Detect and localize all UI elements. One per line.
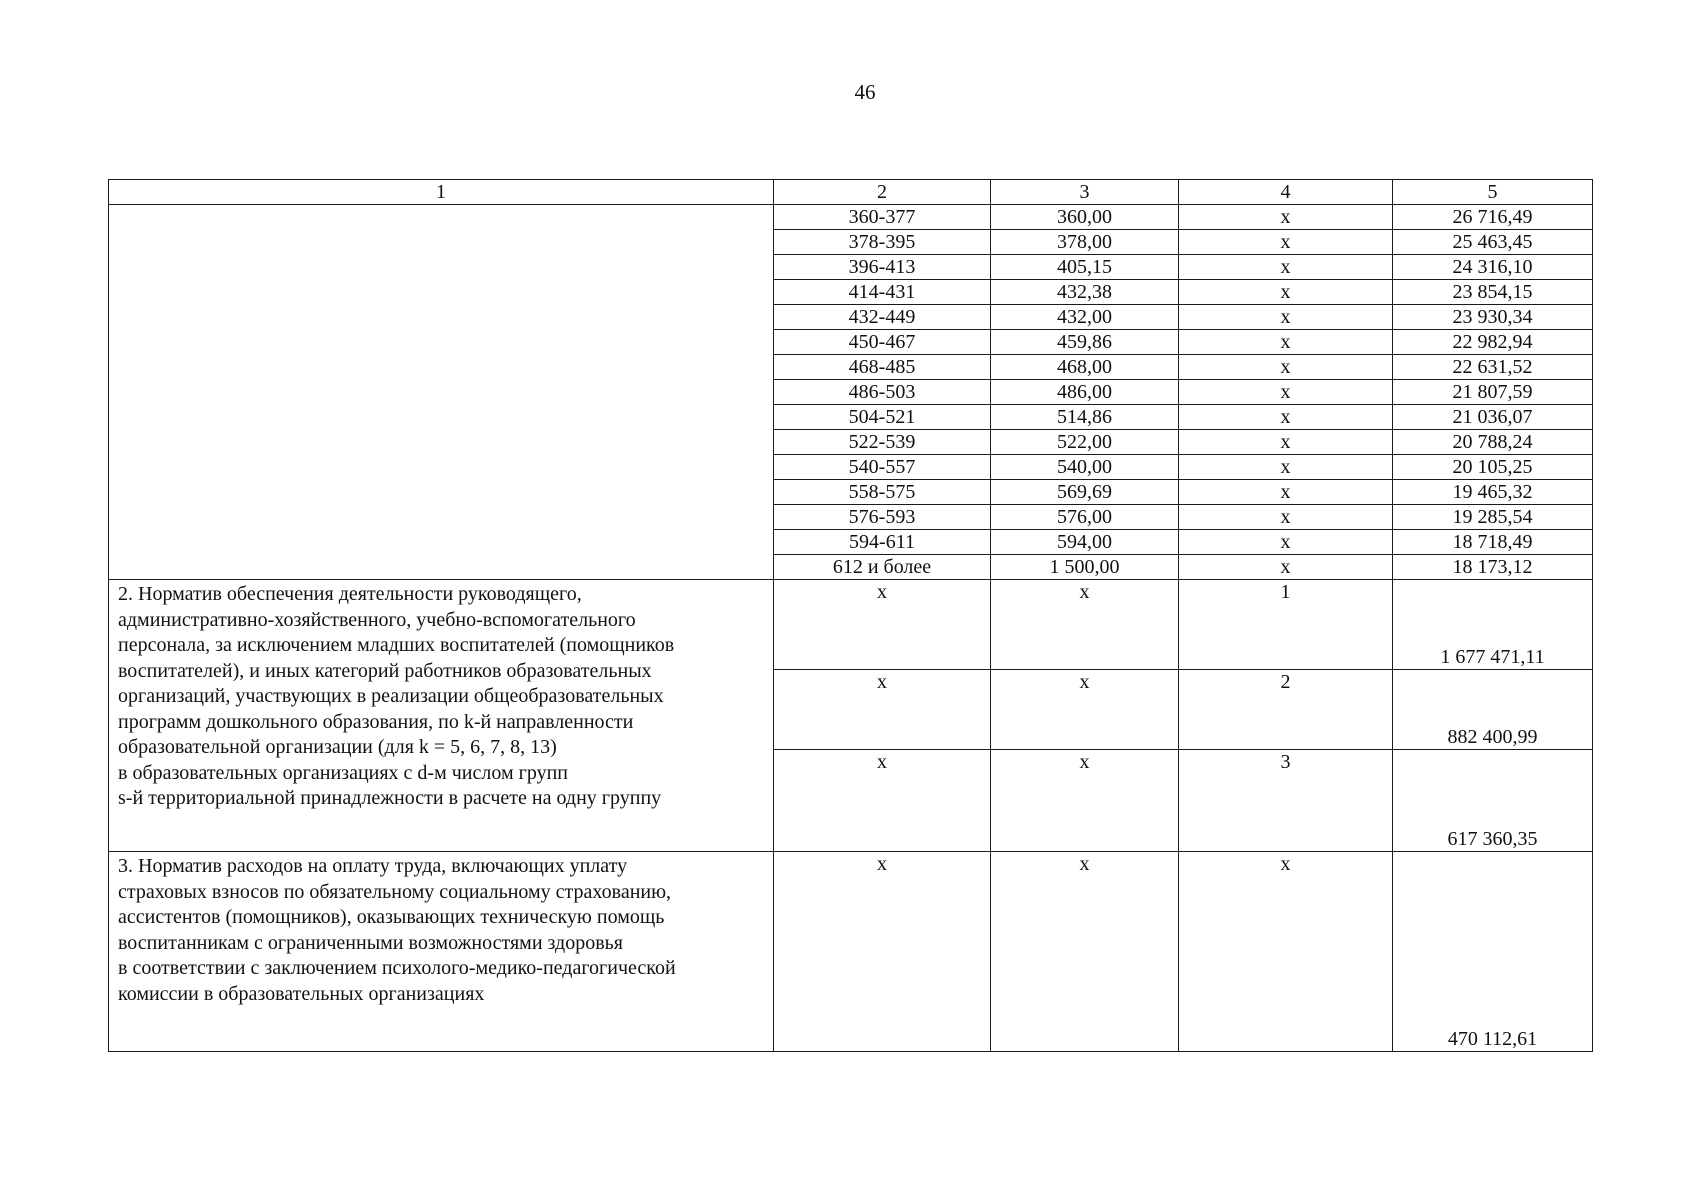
- description-line: персонала, за исключением младших воспитателей (помощников: [118, 634, 675, 656]
- norms-table: [108, 179, 1593, 1052]
- cell-norm: 23 854,15: [1393, 280, 1593, 305]
- cell-group-count: 1: [1179, 580, 1393, 670]
- description-line: программ дошкольного образования, по k-й направленности: [118, 710, 634, 733]
- cell-norm: 19 465,32: [1393, 480, 1593, 505]
- description-line: в образовательных организациях с d-м числом групп: [118, 761, 568, 784]
- cell-norm: 20 105,25: [1393, 455, 1593, 480]
- cell-range: 360-377: [774, 205, 991, 230]
- description-line: s-й территориальной принадлежности в расчете на одну группу: [118, 787, 662, 809]
- cell-norm: 24 316,10: [1393, 255, 1593, 280]
- cell-range: 396-413: [774, 255, 991, 280]
- cell-value: 459,86: [991, 330, 1179, 355]
- cell-value: 522,00: [991, 430, 1179, 455]
- cell-value: 514,86: [991, 405, 1179, 430]
- page-number: 46: [854, 80, 876, 104]
- row-description-empty: [109, 205, 774, 580]
- cell-range: 468-485: [774, 355, 991, 380]
- cell-norm: 21 036,07: [1393, 405, 1593, 430]
- cell-norm: 470 112,61: [1393, 852, 1593, 1052]
- table-row: [109, 852, 1593, 1052]
- cell-norm: 22 982,94: [1393, 330, 1593, 355]
- cell-range: 414-431: [774, 280, 991, 305]
- cell-mark: x: [1179, 255, 1393, 280]
- cell-value: 569,69: [991, 480, 1179, 505]
- cell-mark: x: [1179, 355, 1393, 380]
- cell-mark: x: [1179, 480, 1393, 505]
- cell-range: 594-611: [774, 530, 991, 555]
- cell-value: 576,00: [991, 505, 1179, 530]
- description-line: образовательной организации (для k = 5, 6, 7, 8, 13): [118, 736, 557, 758]
- cell-value: 1 500,00: [991, 555, 1179, 580]
- cell-range: 486-503: [774, 380, 991, 405]
- table-row: [109, 580, 1593, 670]
- cell-mark: x: [1179, 505, 1393, 530]
- cell-col2: x: [774, 580, 991, 670]
- cell-norm: 23 930,34: [1393, 305, 1593, 330]
- cell-range: 504-521: [774, 405, 991, 430]
- cell-norm: 617 360,35: [1393, 750, 1593, 852]
- cell-mark: x: [1179, 555, 1393, 580]
- description-line: организаций, участвующих в реализации общеобразовательных: [118, 685, 664, 707]
- cell-value: 432,38: [991, 280, 1179, 305]
- cell-mark: x: [1179, 330, 1393, 355]
- cell-range: 612 и более: [774, 555, 991, 580]
- cell-col2: x: [774, 670, 991, 750]
- cell-value: 360,00: [991, 205, 1179, 230]
- description-line: страховых взносов по обязательному социальному страхованию,: [118, 880, 672, 903]
- section-3-description: [109, 852, 774, 1052]
- cell-value: 594,00: [991, 530, 1179, 555]
- cell-col3: x: [991, 750, 1179, 852]
- header-col-3: 3: [991, 180, 1179, 205]
- cell-norm: 26 716,49: [1393, 205, 1593, 230]
- cell-col3: x: [991, 580, 1179, 670]
- cell-range: 450-467: [774, 330, 991, 355]
- section-2-description: [109, 580, 774, 852]
- cell-mark: x: [1179, 380, 1393, 405]
- cell-mark: x: [1179, 230, 1393, 255]
- cell-range: 378-395: [774, 230, 991, 255]
- table-row: [109, 205, 1593, 230]
- cell-mark: x: [1179, 305, 1393, 330]
- cell-col4: x: [1179, 852, 1393, 1052]
- cell-norm: 18 718,49: [1393, 530, 1593, 555]
- cell-value: 486,00: [991, 380, 1179, 405]
- cell-norm: 1 677 471,11: [1393, 580, 1593, 670]
- cell-norm: 20 788,24: [1393, 430, 1593, 455]
- cell-range: 522-539: [774, 430, 991, 455]
- cell-mark: x: [1179, 430, 1393, 455]
- cell-norm: 19 285,54: [1393, 505, 1593, 530]
- cell-value: 540,00: [991, 455, 1179, 480]
- header-col-1: 1: [109, 180, 774, 205]
- cell-norm: 22 631,52: [1393, 355, 1593, 380]
- cell-range: 432-449: [774, 305, 991, 330]
- cell-mark: x: [1179, 405, 1393, 430]
- cell-value: 378,00: [991, 230, 1179, 255]
- cell-col2: x: [774, 750, 991, 852]
- cell-group-count: 2: [1179, 670, 1393, 750]
- cell-group-count: 3: [1179, 750, 1393, 852]
- cell-value: 432,00: [991, 305, 1179, 330]
- description-line: комиссии в образовательных организациях: [118, 982, 485, 1005]
- header-col-5: 5: [1393, 180, 1593, 205]
- cell-range: 540-557: [774, 455, 991, 480]
- cell-value: 468,00: [991, 355, 1179, 380]
- cell-mark: x: [1179, 280, 1393, 305]
- description-line: 2. Норматив обеспечения деятельности руководящего,: [118, 583, 582, 605]
- cell-value: 405,15: [991, 255, 1179, 280]
- header-col-2: 2: [774, 180, 991, 205]
- cell-mark: x: [1179, 455, 1393, 480]
- description-line: ассистентов (помощников), оказывающих техническую помощь: [118, 906, 665, 928]
- cell-norm: 18 173,12: [1393, 555, 1593, 580]
- description-line: 3. Норматив расходов на оплату труда, включающих уплату: [118, 855, 628, 877]
- cell-norm: 21 807,59: [1393, 380, 1593, 405]
- cell-mark: x: [1179, 530, 1393, 555]
- cell-col2: x: [774, 852, 991, 1052]
- cell-mark: x: [1179, 205, 1393, 230]
- cell-range: 576-593: [774, 505, 991, 530]
- description-line: воспитателей), и иных категорий работников образовательных: [118, 659, 652, 682]
- header-row: [109, 180, 1593, 205]
- cell-range: 558-575: [774, 480, 991, 505]
- header-col-4: 4: [1179, 180, 1393, 205]
- cell-norm: 882 400,99: [1393, 670, 1593, 750]
- cell-norm: 25 463,45: [1393, 230, 1593, 255]
- description-line: административно-хозяйственного, учебно-вспомогательного: [118, 608, 636, 631]
- description-line: в соответствии с заключением психолого-медико-педагогической: [118, 957, 676, 979]
- cell-col3: x: [991, 670, 1179, 750]
- description-line: воспитанникам с ограниченными возможностями здоровья: [118, 931, 623, 954]
- cell-col3: x: [991, 852, 1179, 1052]
